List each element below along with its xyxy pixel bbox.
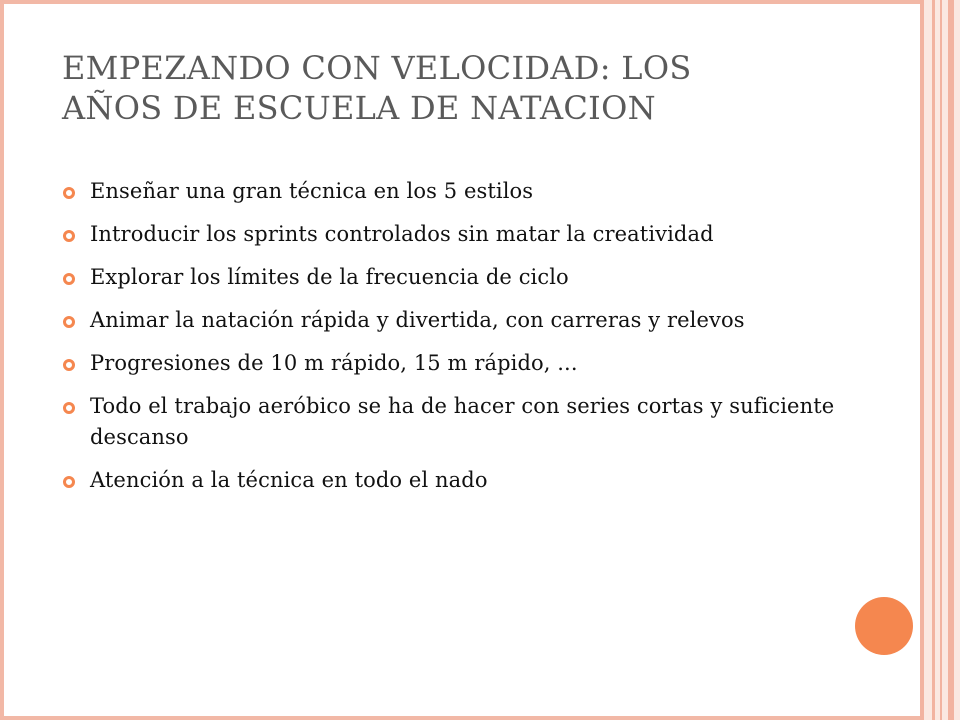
orange-ring-bullet-icon [62, 401, 76, 415]
orange-ring-bullet-icon [62, 315, 76, 329]
orange-ring-bullet-icon [62, 272, 76, 286]
bullet-item [62, 219, 842, 250]
orange-ring-bullet-icon [62, 475, 76, 489]
bullet-text: Todo el trabajo aeróbico se ha de hacer con series cortas y suficiente descanso [90, 394, 835, 449]
bullet-item [62, 262, 842, 293]
orange-ring-bullet-icon [62, 229, 76, 243]
bullet-item [62, 465, 842, 496]
bullet-list [62, 176, 842, 508]
bullet-text: Animar la natación rápida y divertida, con carreras y relevos [90, 308, 745, 332]
stripe [940, 0, 942, 720]
bullet-text: Atención a la técnica en todo el nado [90, 468, 488, 492]
bullet-text: Enseñar una gran técnica en los 5 estilos [90, 179, 534, 203]
orange-circle-icon [855, 597, 913, 655]
bullet-item [62, 176, 842, 207]
slide-title [62, 48, 862, 128]
bullet-item [62, 348, 842, 379]
stripe [948, 0, 954, 720]
bullet-item [62, 305, 842, 336]
orange-ring-bullet-icon [62, 186, 76, 200]
bullet-text: Progresiones de 10 m rápido, 15 m rápido, ... [90, 351, 578, 375]
bullet-item [62, 391, 842, 453]
slide-title-line-2: AÑOS DE ESCUELA DE NATACION [62, 89, 656, 127]
orange-ring-bullet-icon [62, 358, 76, 372]
slide-title-line-1: EMPEZANDO CON VELOCIDAD: LOS [62, 49, 692, 87]
stripe [920, 0, 924, 720]
bullet-text: Explorar los límites de la frecuencia de ciclo [90, 265, 569, 289]
right-decorative-stripes [920, 0, 960, 720]
stripe [932, 0, 935, 720]
bullet-text: Introducir los sprints controlados sin matar la creatividad [90, 222, 714, 246]
